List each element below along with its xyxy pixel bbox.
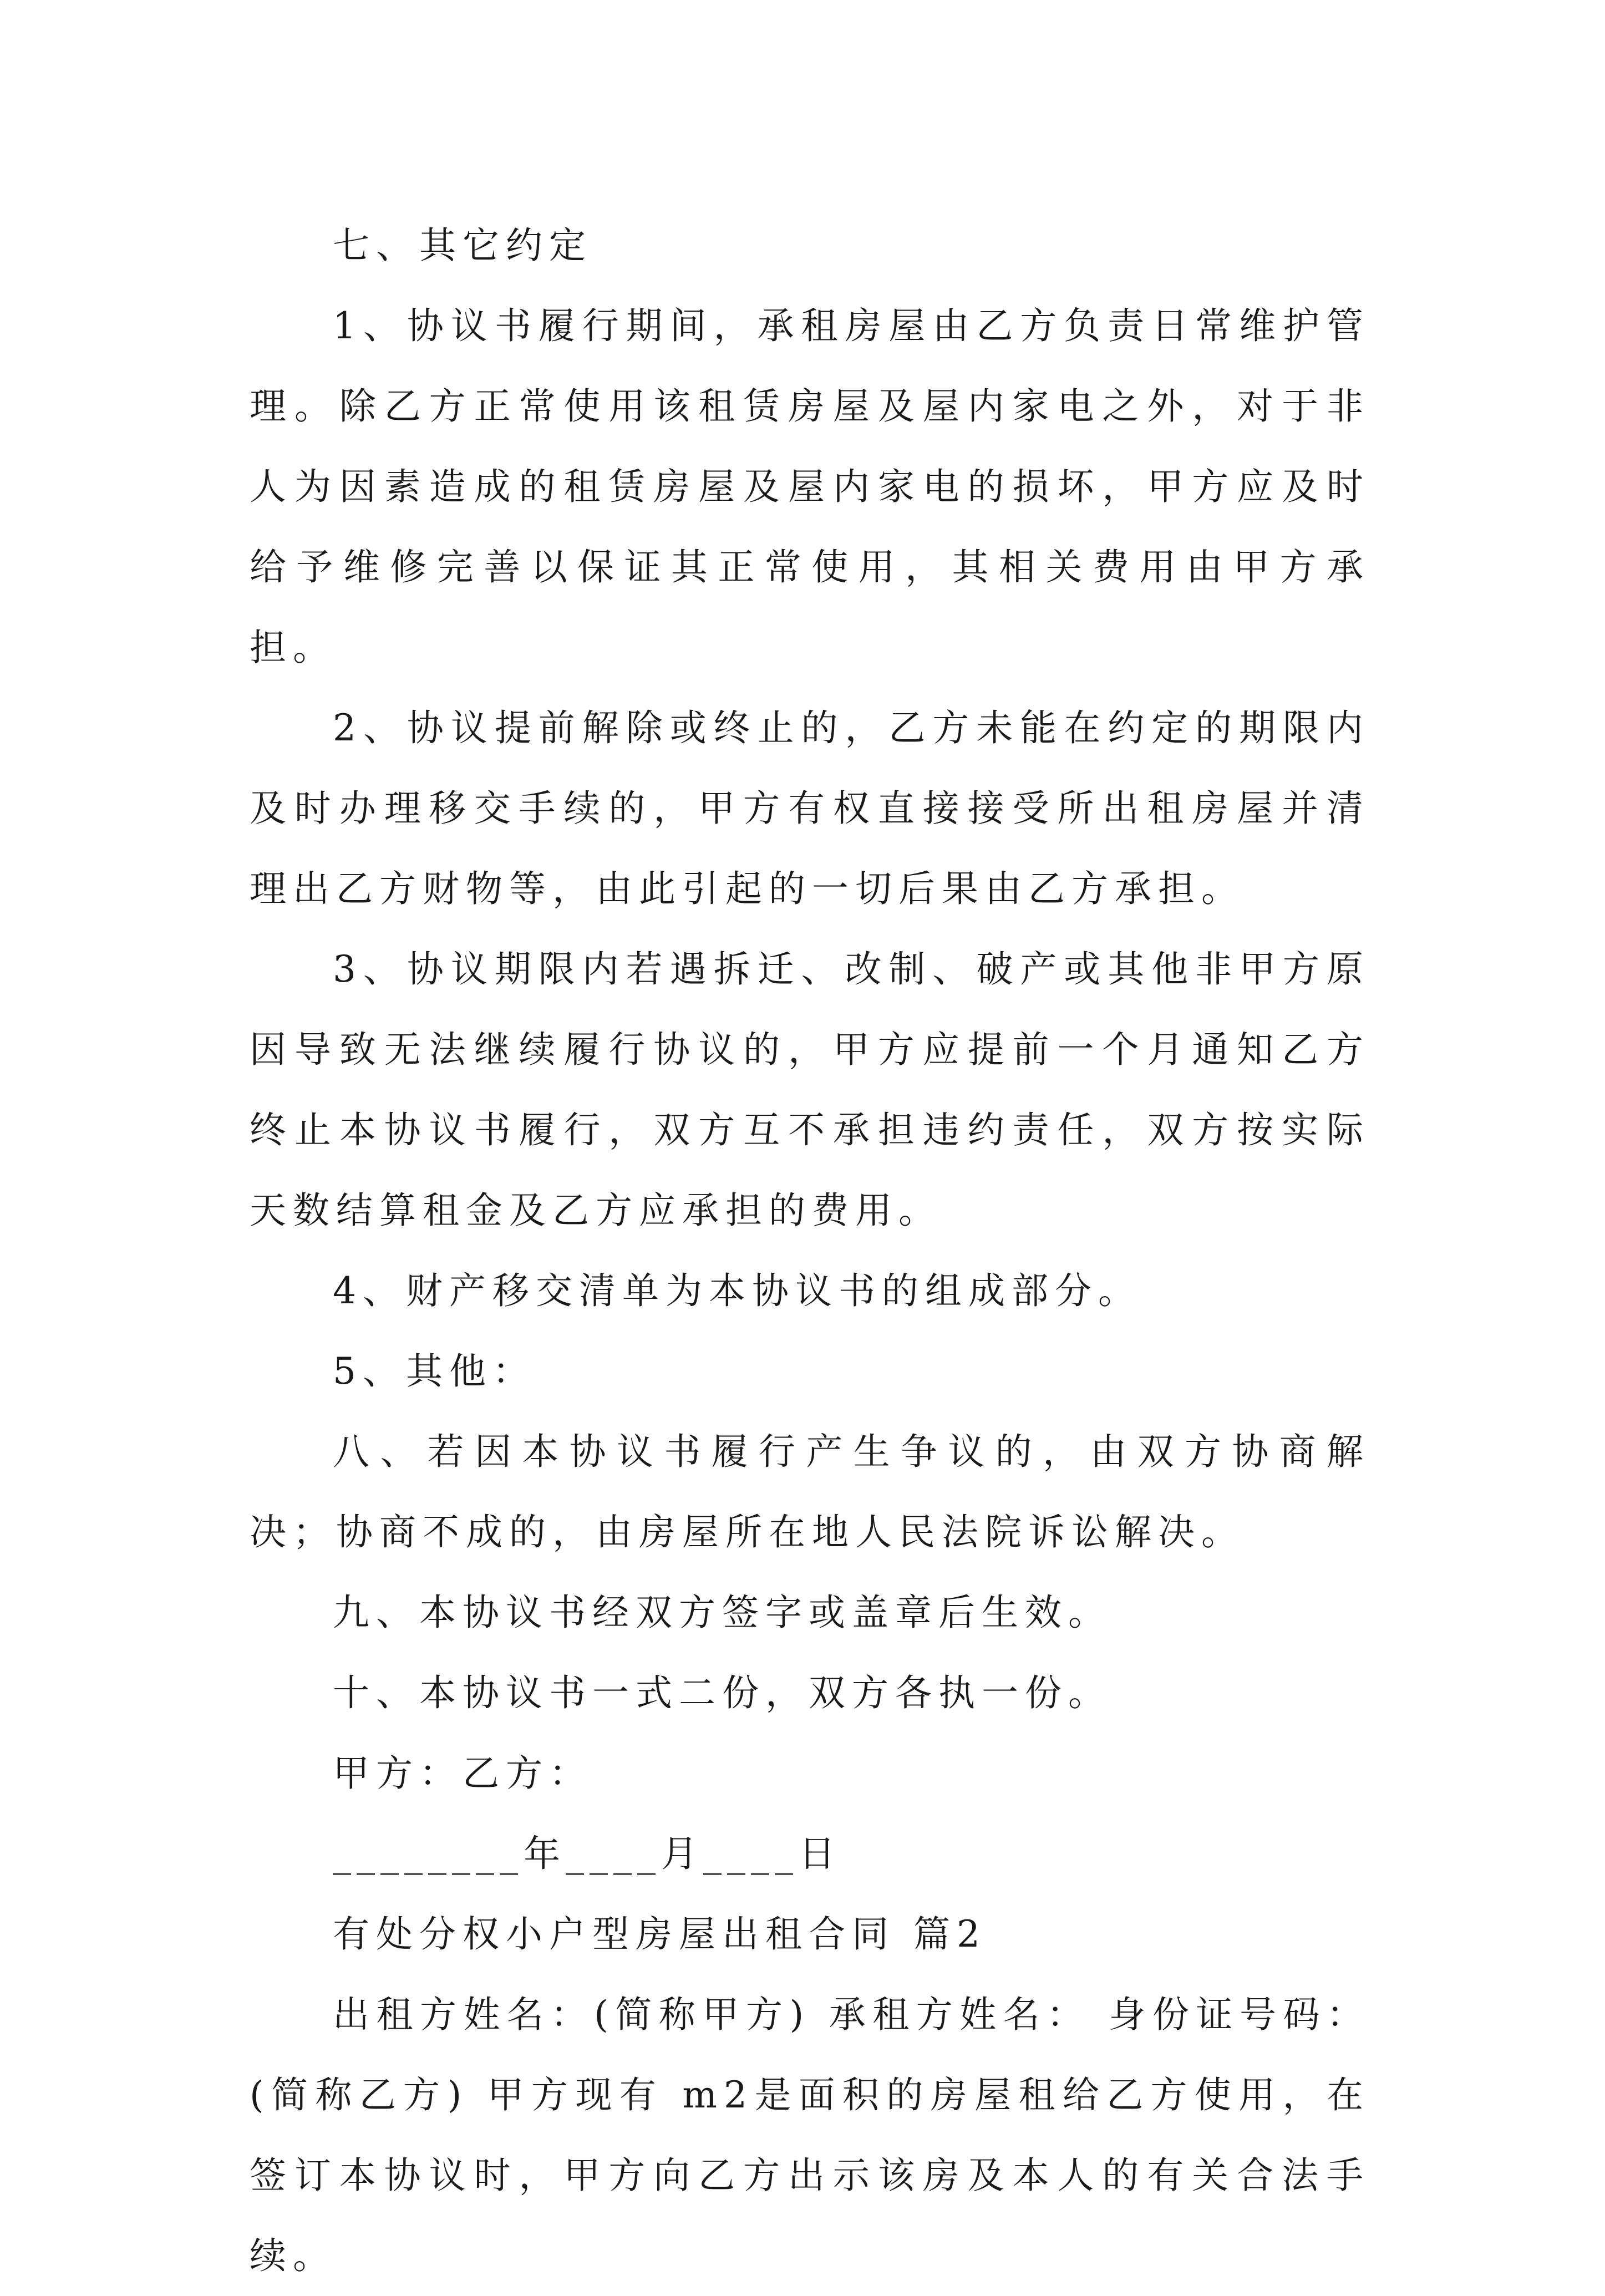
clause-4-property-list: 4、财产移交清单为本协议书的组成部分。 — [333, 1269, 1141, 1312]
section-8-disputes: 八、若因本协议书履行产生争议的，由双方协商解决；协商不成的，由房屋所在地人民法院诉讼解决。 — [250, 1430, 1370, 1553]
section-9-effectiveness: 九、本协议书经双方签字或盖章后生效。 — [333, 1591, 1111, 1634]
signature-date: ________年____月____日 — [333, 1832, 841, 1875]
clause-2-early-termination: 2、协议提前解除或终止的，乙方未能在约定的期限内及时办理移交手续的，甲方有权直接接受所出租房屋并清理出乙方财物等，由此引起的一切后果由乙方承担。 — [250, 707, 1370, 910]
clause-1-maintenance: 1、协议书履行期间，承租房屋由乙方负责日常维护管理。除乙方正常使用该租赁房屋及屋内家电之外，对于非人为因素造成的租赁房屋及屋内家电的损坏，甲方应及时给予维修完善以保证其正常使用，其相关费用由甲方承担。 — [250, 304, 1370, 669]
signature-parties: 甲方：乙方： — [333, 1752, 592, 1795]
clause-3-force-majeure: 3、协议期限内若遇拆迁、改制、破产或其他非甲方原因导致无法继续履行协议的，甲方应提前一个月通知乙方终止本协议书履行，双方互不承担违约责任，双方按实际天数结算租金及乙方应承担的费用。 — [250, 948, 1370, 1232]
document-body — [250, 205, 1370, 2296]
contract-2-opening: 出租方姓名：(简称甲方) 承租方姓名： 身份证号码：(简称乙方) 甲方现有 m2是面积的房屋租给乙方使用，在签订本协议时，甲方向乙方出示该房及本人的有关合法手续。 — [250, 1993, 1370, 2277]
contract-title-part-2: 有处分权小户型房屋出租合同 篇2 — [333, 1913, 987, 1955]
section-heading-other-agreements: 七、其它约定 — [333, 224, 592, 267]
section-10-copies: 十、本协议书一式二份，双方各执一份。 — [333, 1672, 1111, 1714]
clause-5-other: 5、其他： — [333, 1350, 536, 1393]
